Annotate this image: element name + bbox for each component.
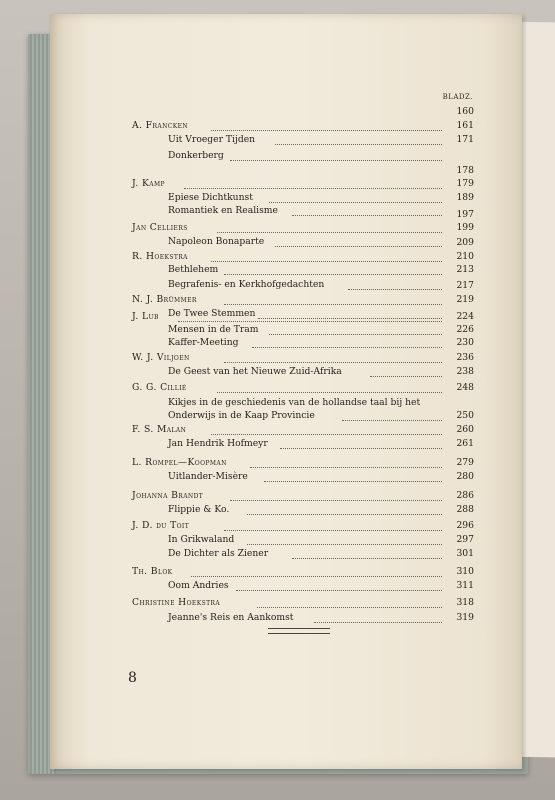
toc-page-number: 179 xyxy=(456,178,474,189)
leader-dots xyxy=(178,320,442,322)
toc-page-number: 288 xyxy=(456,504,474,515)
toc-author: Th. Blok xyxy=(132,566,173,577)
toc-entry xyxy=(50,611,522,625)
toc-page-number: 238 xyxy=(456,366,474,377)
toc-entry xyxy=(50,381,522,395)
toc-author: Christine Hoekstra xyxy=(132,597,221,608)
ornamental-rule xyxy=(268,628,330,634)
toc-entry xyxy=(50,565,522,579)
toc-entry xyxy=(50,351,522,365)
toc-title: Jan Hendrik Hofmeyr xyxy=(168,438,268,449)
toc-entry xyxy=(50,310,522,324)
toc-page-number: 199 xyxy=(456,222,474,233)
toc-entry xyxy=(50,293,522,307)
toc-page-number: 213 xyxy=(456,264,474,275)
leader-dots xyxy=(217,391,442,393)
leader-dots xyxy=(191,575,442,577)
leader-dots xyxy=(292,557,442,559)
toc-page-number: 280 xyxy=(456,471,474,482)
toc-title: Mensen in de Tram xyxy=(168,324,259,335)
toc-entry xyxy=(50,149,522,163)
page-number: 8 xyxy=(128,670,137,686)
toc-page-number: 248 xyxy=(456,382,474,393)
toc-author: W. J. Viljoen xyxy=(132,352,190,363)
toc-page-number: 250 xyxy=(456,410,474,421)
leader-dots xyxy=(247,543,442,545)
leader-dots xyxy=(211,260,442,262)
toc-author: J. D. du Toit xyxy=(132,520,190,531)
toc-page-number: 189 xyxy=(456,192,474,203)
toc-page-number: 161 xyxy=(456,120,474,131)
leader-dots xyxy=(275,143,442,145)
toc-page-number: 209 xyxy=(456,237,474,248)
leader-dots xyxy=(280,447,442,449)
toc-title: Bethlehem xyxy=(168,264,219,275)
leader-dots xyxy=(314,621,442,623)
toc-entry xyxy=(50,456,522,470)
leader-dots xyxy=(252,346,442,348)
leader-dots xyxy=(250,466,442,468)
toc-author: N. J. Brümmer xyxy=(132,294,197,305)
toc-entry xyxy=(50,596,522,610)
toc-author: J. Kamp xyxy=(132,178,165,189)
leader-dots xyxy=(230,499,442,501)
toc-entry xyxy=(50,263,522,277)
toc-entry xyxy=(50,579,522,593)
toc-title: De Twee Stemmen xyxy=(168,308,256,319)
toc-title: De Dichter als Ziener xyxy=(168,548,269,559)
toc-entry xyxy=(50,279,522,293)
toc-title: Donkerberg xyxy=(168,150,224,161)
toc-title: In Grikwaland xyxy=(168,534,235,545)
toc-author: F. S. Malan xyxy=(132,424,187,435)
page-column-header: BLADZ. xyxy=(442,93,473,101)
toc-page-number: 171 xyxy=(456,134,474,145)
toc-page-number: 261 xyxy=(456,438,474,449)
toc-page-number: 260 xyxy=(456,424,474,435)
toc-entry xyxy=(50,533,522,547)
leader-dots xyxy=(224,529,442,531)
toc-author: L. Rompel—Koopman xyxy=(132,457,227,468)
leader-dots xyxy=(224,303,442,305)
toc-author: G. G. Cillié xyxy=(132,382,187,393)
toc-page-number: 197 xyxy=(456,209,474,220)
leader-dots xyxy=(236,589,442,591)
toc-page-number: 226 xyxy=(456,324,474,335)
toc-page-number: 224 xyxy=(456,311,474,322)
toc-page-number: 286 xyxy=(456,490,474,501)
toc-title: Epiese Dichtkunst xyxy=(168,192,253,203)
toc-entry xyxy=(50,489,522,503)
toc-title: Kaffer-Meeting xyxy=(168,337,239,348)
toc-title: Jeanne's Reis en Aankomst xyxy=(168,612,294,623)
toc-entry xyxy=(50,323,522,337)
toc-page-number: 318 xyxy=(456,597,474,608)
toc-page-number: 219 xyxy=(456,294,474,305)
toc-page-number: 310 xyxy=(456,566,474,577)
leader-dots xyxy=(264,480,442,482)
toc-entry xyxy=(50,164,522,178)
leader-dots xyxy=(211,129,442,131)
toc-entry xyxy=(50,503,522,517)
toc-page-number: 301 xyxy=(456,548,474,559)
leader-dots xyxy=(269,201,442,203)
toc-page-number: 279 xyxy=(456,457,474,468)
toc-page-number: 297 xyxy=(456,534,474,545)
leader-dots xyxy=(230,159,442,161)
toc-entry xyxy=(50,250,522,264)
toc-title: Uit Vroeger Tijden xyxy=(168,134,256,145)
toc-page-number: 311 xyxy=(456,580,474,591)
toc-entry xyxy=(50,236,522,250)
toc-entry xyxy=(50,519,522,533)
toc-entry xyxy=(50,133,522,147)
toc-title: Onderwijs in de Kaap Provincie xyxy=(168,410,315,421)
toc-entry xyxy=(50,547,522,561)
toc-entry xyxy=(50,177,522,191)
toc-page-number: 296 xyxy=(456,520,474,531)
table-of-contents xyxy=(50,14,522,769)
leader-dots xyxy=(247,513,442,515)
toc-author: Jan Celliers xyxy=(132,222,188,233)
toc-page-number: 160 xyxy=(456,106,474,117)
toc-entry xyxy=(50,119,522,133)
toc-author: A. Francken xyxy=(132,120,189,131)
toc-title: Kikjes in de geschiedenis van de hollandse taal bij het xyxy=(168,397,421,408)
leader-dots xyxy=(269,333,442,335)
toc-title: Uitlander-Misère xyxy=(168,471,248,482)
leader-dots xyxy=(370,375,442,377)
toc-page-number: 319 xyxy=(456,612,474,623)
toc-page-number: 236 xyxy=(456,352,474,363)
toc-title: Romantiek en Realisme xyxy=(168,205,278,216)
toc-entry xyxy=(50,470,522,484)
toc-page-number: 217 xyxy=(456,280,474,291)
toc-title: Flippie & Ko. xyxy=(168,504,230,515)
toc-entry xyxy=(50,437,522,451)
toc-title: Napoleon Bonaparte xyxy=(168,236,265,247)
leader-dots xyxy=(184,187,442,189)
toc-title: De Geest van het Nieuwe Zuid-Afrika xyxy=(168,366,342,377)
toc-entry xyxy=(50,396,522,410)
toc-entry xyxy=(50,409,522,423)
toc-entry xyxy=(50,423,522,437)
leader-dots xyxy=(342,419,442,421)
toc-page-number: 230 xyxy=(456,337,474,348)
leader-dots xyxy=(224,273,442,275)
toc-title: Begrafenis- en Kerkhofgedachten xyxy=(168,279,325,290)
toc-entry xyxy=(50,208,522,222)
toc-author: R. Hoekstra xyxy=(132,251,188,262)
leader-dots xyxy=(224,361,442,363)
leader-dots xyxy=(211,433,442,435)
toc-entry xyxy=(50,105,522,119)
leader-dots xyxy=(217,231,442,233)
toc-entry xyxy=(50,336,522,350)
toc-entry xyxy=(50,221,522,235)
leader-dots xyxy=(257,606,442,608)
toc-entry xyxy=(50,191,522,205)
toc-author: Johanna Brandt xyxy=(132,490,204,501)
toc-author: J. Lub xyxy=(132,311,159,322)
toc-title: Oom Andries xyxy=(168,580,229,591)
toc-page-number: 210 xyxy=(456,251,474,262)
book-page xyxy=(50,14,522,769)
toc-page-number: 178 xyxy=(456,165,474,176)
toc-entry xyxy=(50,365,522,379)
